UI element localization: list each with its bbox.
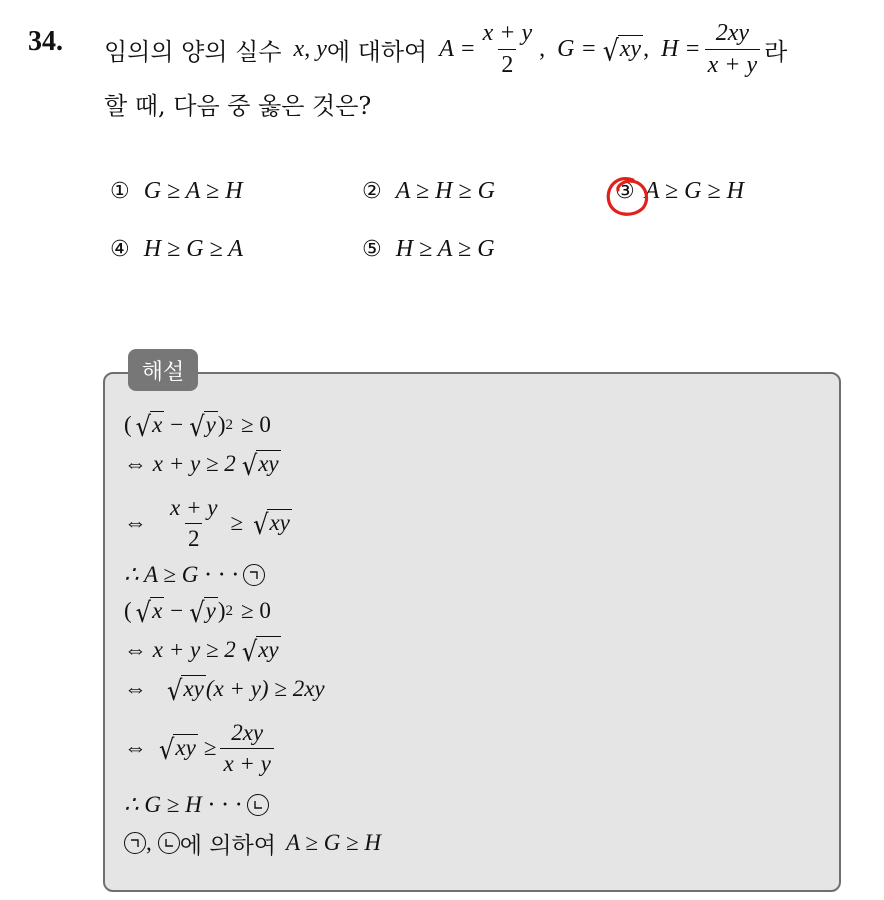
sqrt-xy-arg: xy: [258, 637, 279, 663]
choice-4-expr: H ≥ G ≥ A: [143, 236, 243, 262]
solution-line-5: [124, 594, 271, 628]
a-fraction: [480, 20, 536, 78]
equiv-sign: ⇔: [124, 676, 147, 701]
sqrt-x-arg: x: [152, 412, 163, 438]
sqrt-y: √ y: [189, 410, 216, 443]
sqrt-xy-arg: xy: [269, 510, 290, 536]
choice-3-expr: A ≥ G ≥ H: [644, 178, 744, 204]
stem-intro: 임의의 양의 실수: [104, 37, 282, 66]
paren-close: ): [217, 598, 226, 623]
choice-1-number: ①: [110, 179, 130, 204]
final-result: A ≥ G ≥ H: [285, 830, 382, 855]
choice-4-number: ④: [110, 237, 130, 262]
question-number: 34.: [28, 26, 63, 57]
a-definition-lhs: A =: [439, 35, 476, 62]
stem-for: 에 대하여: [326, 37, 428, 66]
sqrt-x: √ x: [135, 596, 163, 629]
choice-2-expr: A ≥ H ≥ G: [395, 178, 495, 204]
conclusion-g-ge-h: ∴ G ≥ H ⋅ ⋅ ⋅: [124, 792, 243, 817]
sqrt-y-arg: y: [205, 598, 216, 624]
answer-circle-mark: [603, 172, 651, 220]
question-stem-line2: 할 때, 다음 중 옳은 것은?: [104, 92, 372, 120]
ge-sign: ≥: [230, 510, 244, 535]
minus-sign: −: [170, 412, 184, 437]
sqrt-xy: √ xy: [253, 508, 290, 541]
ineq-tail: ≥ 0: [241, 412, 271, 437]
solution-line-3: [124, 492, 292, 554]
choice-5-expr: H ≥ A ≥ G: [395, 236, 495, 262]
h-denominator: x + y: [705, 49, 761, 78]
var-y: y: [316, 35, 327, 62]
a-denominator: 2: [498, 49, 516, 78]
choice-2[interactable]: [362, 178, 495, 205]
conclusion-a-ge-g: ∴ A ≥ G ⋅ ⋅ ⋅: [124, 562, 240, 587]
g-definition-lhs: G =: [557, 35, 597, 62]
h-definition-lhs: H =: [661, 35, 701, 62]
ge-sign: ≥: [203, 735, 217, 760]
a-numerator: x + y: [482, 20, 533, 47]
h-fraction: [705, 20, 761, 78]
sqrt-x: √ x: [135, 410, 163, 443]
sqrt-xy-arg: xy: [258, 451, 279, 477]
solution-line-2: [124, 447, 281, 481]
line3-numerator: x + y: [170, 495, 218, 521]
comma: ,: [146, 830, 152, 855]
circled-nieun-icon: [158, 832, 180, 854]
sqrt-xy: √ xy: [241, 635, 279, 668]
paren-close: ): [217, 412, 226, 437]
solution-line-1: [124, 408, 271, 442]
line8-fraction: [220, 720, 273, 776]
line3-fraction: [167, 495, 220, 551]
sqrt-xy-arg: xy: [175, 735, 196, 761]
choice-5[interactable]: [362, 236, 495, 263]
amgm-step: ⇔ x + y ≥ 2: [124, 451, 236, 476]
var-x: x: [293, 35, 305, 62]
paren-open: (: [124, 598, 132, 623]
sqrt-y-arg: y: [205, 412, 216, 438]
solution-line-8: [124, 716, 278, 780]
exponent: 2: [225, 416, 234, 433]
solution-line-6: [124, 633, 281, 667]
choice-1-expr: G ≥ A ≥ H: [143, 178, 243, 204]
by-text: 에 의하여: [179, 832, 276, 859]
solution-line-7: [124, 672, 325, 706]
line7-tail: (x + y) ≥ 2xy: [205, 676, 325, 701]
choice-4[interactable]: [110, 236, 243, 263]
h-numerator: 2xy: [715, 20, 749, 47]
question-stem-line1: 임의의 양의 실수 x , y 에 대하여 A = $\frac{x + y}{2}$ , G = √ xy , H = $\frac{2xy}{x + y}$ 라: [104, 20, 788, 78]
equiv-sign: ⇔: [124, 735, 147, 760]
solution-label: 해설: [128, 349, 198, 391]
minus-sign: −: [170, 598, 184, 623]
solution-line-10: [124, 826, 381, 860]
solution-line-4: [124, 558, 265, 592]
sqrt-x-arg: x: [152, 598, 163, 624]
solution-line-9: [124, 788, 269, 822]
ineq-tail: ≥ 0: [241, 598, 271, 623]
circled-nieun-icon: [247, 794, 269, 816]
exponent: 2: [225, 602, 234, 619]
g-sqrt: √ xy: [602, 33, 642, 68]
g-sqrt-arg: xy: [619, 35, 642, 62]
choice-1[interactable]: [110, 178, 243, 205]
paren-open: (: [124, 412, 132, 437]
line8-numerator: 2xy: [231, 720, 264, 746]
line8-denominator: x + y: [220, 748, 273, 776]
choice-5-number: ⑤: [362, 237, 382, 262]
sqrt-xy: √ xy: [241, 449, 279, 482]
sqrt-y: √ y: [189, 596, 216, 629]
sqrt-xy: √ xy: [159, 733, 196, 766]
amgm-step: ⇔ x + y ≥ 2: [124, 637, 236, 662]
choice-3-number: ③: [615, 179, 635, 204]
circled-giyeok-icon: [124, 832, 146, 854]
sqrt-xy-arg: xy: [183, 676, 204, 702]
choice-2-number: ②: [362, 179, 382, 204]
equiv-sign: ⇔: [124, 510, 147, 535]
sqrt-xy: √ xy: [167, 674, 204, 707]
line3-denominator: 2: [185, 523, 203, 551]
circled-giyeok-icon: [243, 564, 265, 586]
stem-end: 라: [764, 37, 788, 66]
